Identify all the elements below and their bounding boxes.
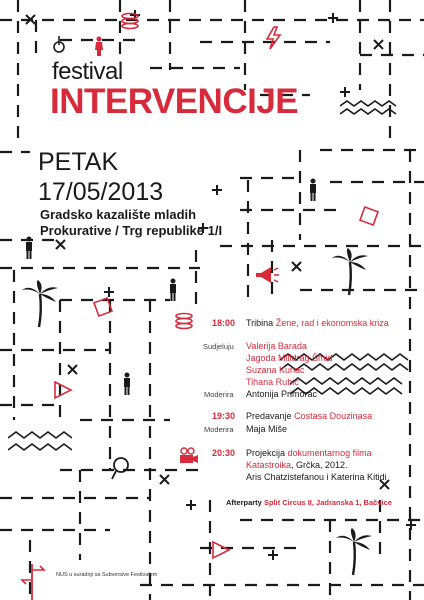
event-time: 20:30: [212, 448, 236, 458]
person-icon: [308, 178, 318, 202]
person-icon: [94, 36, 104, 56]
triangle-icon: [210, 540, 232, 560]
participants-label: Sudjeluju: [203, 342, 234, 351]
moderator-label: Moderira: [204, 390, 234, 399]
moderator-name: Maja Miše: [246, 424, 288, 434]
afterparty-info: [226, 498, 392, 507]
person-icon: [122, 372, 132, 396]
moderator-label: Moderira: [204, 425, 234, 434]
film-meta: , Grčka, 2012.: [291, 460, 348, 470]
participant-name: Valerija Barada: [246, 341, 307, 351]
film-info: [246, 460, 348, 470]
participant-name: Suzana Kunac: [246, 365, 305, 375]
footer-note: NUS u suradnji sa Subversive Festivalom: [56, 572, 158, 578]
power-icon: [52, 36, 66, 54]
venue-name: Gradsko kazalište mladih: [40, 207, 197, 222]
lightning-icon: [264, 26, 282, 50]
event-time: 19:30: [212, 411, 236, 421]
person-icon: [168, 278, 178, 302]
note-icon: [358, 205, 382, 229]
megaphone-icon: [254, 264, 280, 286]
event-title: [246, 318, 389, 328]
event-date: 17/05/2013: [38, 178, 164, 206]
event-subtype: dokumentarnog filma: [287, 448, 372, 458]
palm-tree-icon: [334, 528, 374, 576]
squiggle-icon: [8, 430, 72, 458]
palm-tree-icon: [330, 248, 370, 296]
squiggle-icon: [340, 100, 398, 122]
film-directors: Aris Chatzistefanou i Katerina Kitidi: [246, 472, 387, 482]
event-time: 18:00: [212, 318, 236, 328]
magnifier-icon: [110, 455, 134, 481]
event-topic: Žene, rad i ekonomska kriza: [275, 318, 389, 328]
event-title: [246, 448, 372, 458]
spring-icon: [174, 312, 194, 332]
event-type: Predavanje: [246, 411, 292, 421]
participant-name: Tihana Rubić: [246, 377, 299, 387]
person-icon: [24, 236, 34, 260]
triangle-icon: [52, 380, 74, 400]
film-title: Katastroika: [246, 460, 292, 470]
palm-tree-icon: [20, 280, 60, 328]
afterparty-details: Split Circus II, Jadranska 1, Bačvice: [263, 498, 392, 507]
speaker-name: Costasa Douzinasa: [294, 411, 373, 421]
event-day: PETAK: [38, 148, 119, 176]
festival-label: festival: [52, 58, 123, 85]
signpost-icon: [20, 562, 48, 600]
event-type: Tribina: [246, 318, 274, 328]
event-title: [246, 411, 372, 421]
venue-address: Prokurative / Trg republike 1/I: [40, 223, 223, 238]
spring-icon: [120, 12, 140, 32]
camera-icon: [178, 446, 200, 466]
moderator-name: Antonija Primorac: [246, 389, 318, 399]
event-type: Projekcija: [246, 448, 286, 458]
note-icon: [92, 296, 116, 320]
participant-name: Jagoda Milidrag Šmid: [246, 353, 333, 363]
poster-title: INTERVENCIJE: [50, 82, 299, 121]
afterparty-label: Afterparty: [226, 498, 262, 507]
